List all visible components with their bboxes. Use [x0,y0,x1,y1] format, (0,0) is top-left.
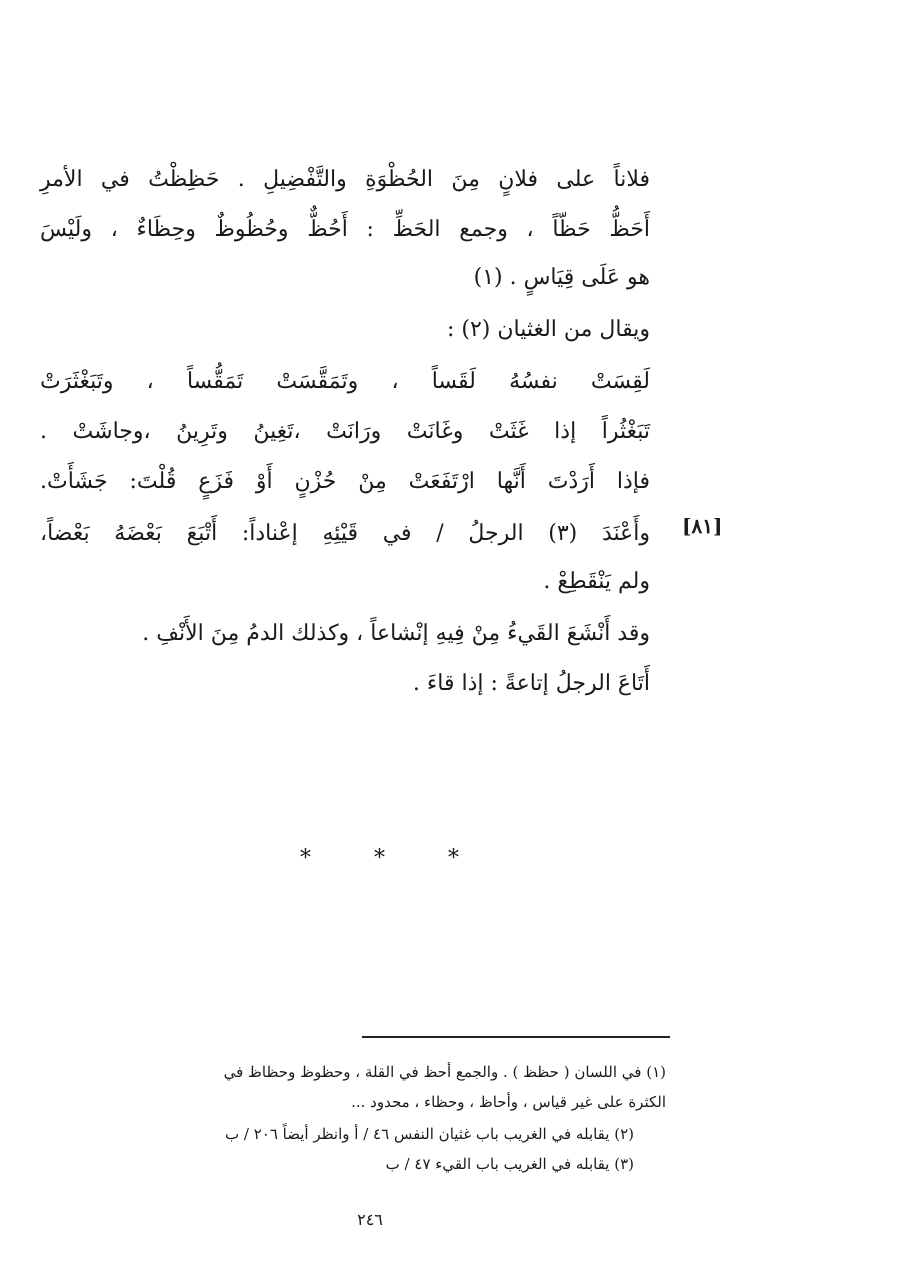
footnote-3: (٣) يقابله في الغريب باب القيء ٤٧ / ب [385,1155,634,1173]
footnote-rule [362,1036,670,1038]
page-number: ٢٤٦ [357,1210,383,1229]
text-line-9: ولم يَنْقَطِعْ . [543,569,650,594]
text-line-3: هو عَلَى قِيَاسٍ . (١) [473,265,650,290]
text-line-7: فإذا أَرَدْتَ أَنَّها ارْتَفَعَتْ مِنْ حُزْنٍ أَوْ فَزَعٍ قُلْتَ: جَشَأَتْ. [40,469,650,494]
text-line-10: وقد أَنْشَعَ القَيءُ مِنْ فِيهِ إنْشاعاً ، وكذلك الدمُ مِنَ الأَنْفِ . [142,621,650,646]
text-line-5: لَقِسَتْ نفسُهُ لَقَساً ، وتَمَقَّسَتْ تَمَقُّساً ، وتَبَغْثَرَتْ [40,369,650,394]
text-line-2: أَحَظُّ حَظّاً ، وجمع الحَظِّ : أَحُظٌّ وحُظُوظٌ وحِظَاءٌ ، ولَيْسَ [40,217,650,242]
section-separator: * * * [300,846,487,871]
margin-page-reference: [٨١] [682,514,723,538]
text-line-4: ويقال من الغثيان (٢) : [446,317,650,342]
text-line-8: وأَعْنَدَ (٣) الرجلُ / في قَيْئِهِ إعْناداً: أَتْبَعَ بَعْضَهُ بَعْضاً، [40,521,650,546]
footnote-1-line-2: الكثرة على غير قياس ، وأحاظ ، وحظاء ، محدود ... [351,1093,666,1111]
text-line-1: فلاناً على فلانٍ مِنَ الحُظْوَةِ والتَّفْضِيلِ . حَظِظْتُ في الأمرِ [40,167,650,192]
footnote-1-line-1: (١) في اللسان ( حظظ ) . والجمع أحظ في القلة ، وحظوظ وحظاظ في [223,1063,666,1081]
text-line-6: تَبَغْثُراً إذا غَثَتْ وغَانَتْ ورَانَتْ ،تَغِينُ وتَرِينُ ،وجاشَتْ . [40,419,650,444]
footnote-2: (٢) يقابله في الغريب باب غثيان النفس ٤٦ / أ وانظر أيضاً ٢٠٦ / ب [225,1125,634,1143]
text-line-11: أَتَاعَ الرجلُ إتاعةً : إذا قاءَ . [412,671,650,696]
